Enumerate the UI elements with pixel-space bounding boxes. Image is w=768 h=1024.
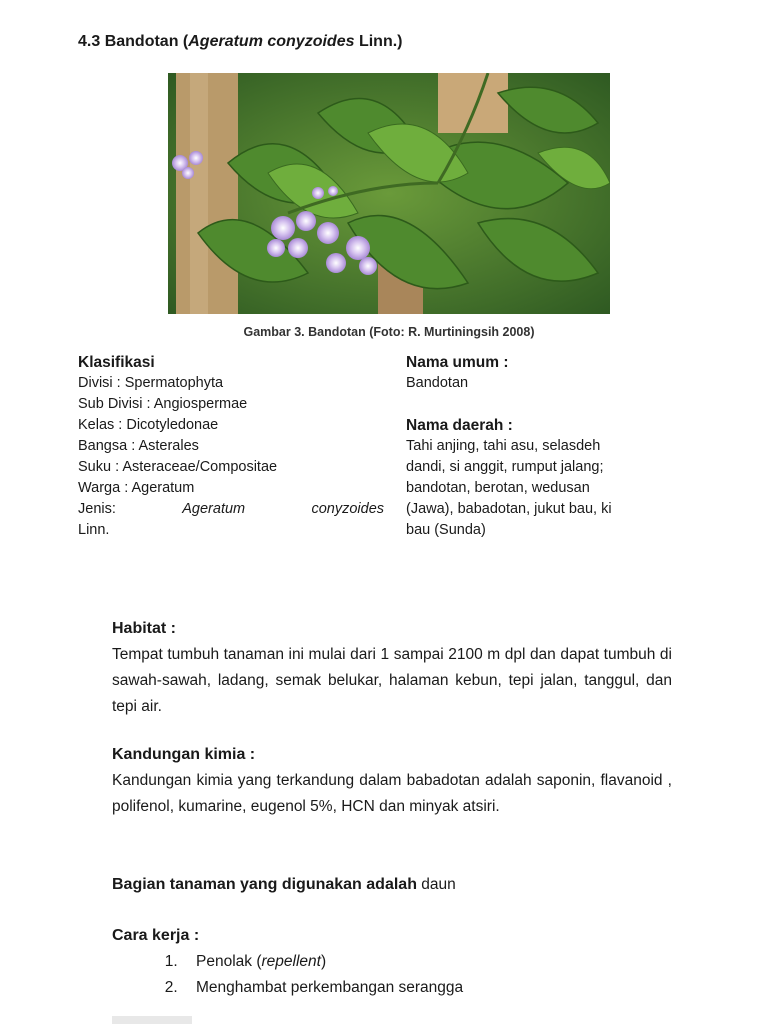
kandungan-heading: Kandungan kimia : (112, 746, 256, 763)
cara-kerja-heading: Cara kerja : (112, 927, 200, 944)
bagian-value: daun (421, 876, 456, 893)
bandotan-plant-photo (168, 73, 610, 314)
list-item: 1. Penolak (repellent) (182, 949, 672, 975)
kandungan-text: Kandungan kimia yang terkandung dalam babadotan adalah saponin, flavanoid , polifenol, kumarine, eugenol 5%, HCN dan minyak atsiri. (112, 772, 672, 815)
habitat-text: Tempat tumbuh tanaman ini mulai dari 1 sampai 2100 m dpl dan dapat tumbuh di sawah-sawah, ladang, semak belukar, halaman kebun, tepi jalan, tanggul, dan tepi air. (112, 646, 672, 715)
nama-daerah-line: dandi, si anggit, rumput jalang; (406, 459, 604, 475)
bagian-label: Bagian tanaman yang digunakan adalah (112, 876, 417, 893)
klasifikasi-section (78, 352, 384, 541)
nama-daerah-line: bau (Sunda) (406, 522, 486, 538)
habitat-heading: Habitat : (112, 620, 176, 637)
klasifikasi-line: Warga : Ageratum (78, 480, 195, 496)
nama-daerah-line: Tahi anjing, tahi asu, selasdeh (406, 438, 601, 454)
klasifikasi-line: Kelas : Dicotyledonae (78, 417, 219, 433)
jenis-line: Jenis: Ageratum conyzoides (78, 501, 385, 517)
klasifikasi-line: Sub Divisi : Angiospermae (78, 396, 248, 412)
figure-caption: Gambar 3. Bandotan (Foto: R. Murtiningsih 2008) (243, 325, 535, 339)
jenis-suffix: Linn. (78, 522, 110, 538)
nama-umum-heading: Nama umum : (406, 354, 509, 371)
kandungan-section (112, 742, 672, 820)
nama-daerah-heading: Nama daerah : (406, 417, 513, 434)
nama-daerah-line: bandotan, berotan, wedusan (406, 480, 590, 496)
klasifikasi-heading: Klasifikasi (78, 354, 155, 371)
list-item: 2. Menghambat perkembangan serangga (182, 975, 672, 1001)
page-title: 4.3 Bandotan (Ageratum conyzoides Linn.) (78, 33, 403, 50)
habitat-section (112, 616, 672, 720)
cut-off-text (112, 1016, 192, 1024)
nama-umum-value: Bandotan (406, 375, 469, 391)
klasifikasi-line: Suku : Asteraceae/Compositae (78, 459, 278, 475)
klasifikasi-line: Bangsa : Asterales (78, 438, 199, 454)
cara-kerja-list (112, 949, 672, 1001)
nama-section (406, 352, 706, 541)
nama-daerah-line: (Jawa), babadotan, jukut bau, ki (406, 501, 612, 517)
klasifikasi-line: Divisi : Spermatophyta (78, 375, 224, 391)
cara-kerja-section (112, 923, 672, 1001)
bagian-section (112, 872, 672, 898)
